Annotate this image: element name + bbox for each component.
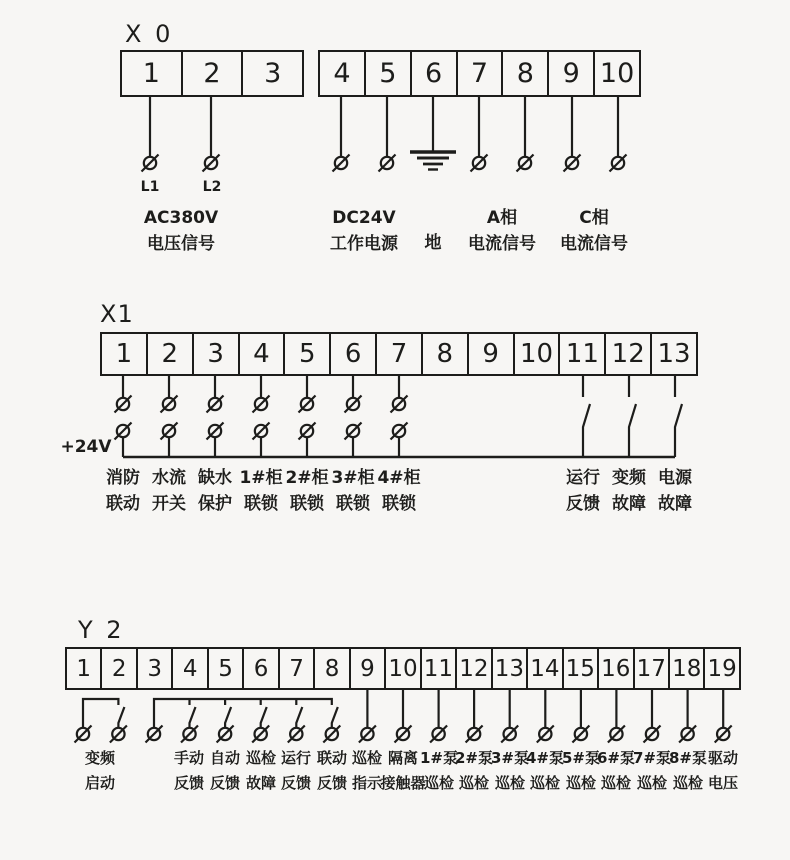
block-label-x1: X1 <box>100 300 134 328</box>
terminal-cell: 5 <box>285 334 331 374</box>
screw-icon <box>252 726 269 743</box>
terminal-cell: 10 <box>386 649 421 688</box>
caption-line: 运行 <box>280 749 312 767</box>
terminal-cell: 7 <box>458 52 504 95</box>
screw-icon <box>501 726 518 743</box>
terminal-cell: 11 <box>560 334 606 374</box>
caption-line: 8#泵 <box>668 749 708 767</box>
y2-wires <box>367 690 723 728</box>
switch-contact-icon <box>332 707 338 728</box>
caption-line: 电压 <box>707 774 739 792</box>
caption-line: 反馈 <box>280 774 312 792</box>
screw-icon <box>217 726 234 743</box>
caption-ac380v <box>144 206 218 257</box>
screw-icon <box>517 155 534 172</box>
screw-icon <box>391 423 408 440</box>
caption-line: 手动 <box>173 749 205 767</box>
switch-contact-icon <box>583 404 590 457</box>
switch-contact-icon <box>118 707 124 728</box>
y2-terminal-group <box>65 647 741 690</box>
caption-line: 巡检 <box>423 774 455 792</box>
screw-icon <box>253 423 270 440</box>
terminal-caption <box>612 466 646 517</box>
screw-icon <box>115 396 132 413</box>
screw-icon <box>345 396 362 413</box>
caption-line: 巡检 <box>565 774 597 792</box>
screw-icon <box>75 726 92 743</box>
terminal-cell: 2 <box>148 334 194 374</box>
x0-wires <box>150 97 618 156</box>
screw-icon <box>430 726 447 743</box>
screw-icon <box>299 423 316 440</box>
screw-icon <box>146 726 163 743</box>
terminal-cell: 2 <box>183 52 244 95</box>
terminal-caption <box>380 746 425 796</box>
terminal-caption <box>455 746 493 796</box>
screw-icon <box>203 155 220 172</box>
screw-icon <box>288 726 305 743</box>
terminal-caption <box>210 746 240 796</box>
terminal-cell: 3 <box>264 58 282 89</box>
wire-tag-l2: L2 <box>202 179 222 195</box>
caption-line: 1#泵 <box>419 749 459 767</box>
switch-contact-icon <box>296 707 302 728</box>
terminal-cell: 4 <box>240 334 286 374</box>
caption-line: 运行 <box>566 468 600 488</box>
screw-icon <box>181 726 198 743</box>
terminal-cell: 13 <box>493 649 528 688</box>
caption-line: 巡检 <box>600 774 632 792</box>
terminal-cell: 17 <box>635 649 670 688</box>
screw-icon <box>207 396 224 413</box>
screw-icon <box>359 726 376 743</box>
terminal-caption <box>708 746 738 796</box>
x1-terminal-group <box>100 332 698 376</box>
x1-stubs <box>583 376 675 397</box>
terminal-caption <box>526 746 564 796</box>
caption-line: 1#柜 <box>239 468 283 488</box>
terminal-cell: 4 <box>173 649 208 688</box>
terminal-caption <box>420 746 458 796</box>
screw-icon <box>161 423 178 440</box>
screw-icon <box>333 155 350 172</box>
caption-line: 巡检 <box>672 774 704 792</box>
terminal-caption <box>597 746 635 796</box>
caption-line: 联动 <box>106 493 140 514</box>
screw-icon <box>323 726 340 743</box>
caption-line: 启动 <box>84 774 116 792</box>
terminal-cell: 12 <box>606 334 652 374</box>
terminal-cell: 1 <box>67 649 102 688</box>
caption-line: 变频 <box>612 468 646 488</box>
terminal-cell: 3 <box>194 334 240 374</box>
caption-line: 反馈 <box>316 774 348 792</box>
caption-line: 反馈 <box>566 493 600 514</box>
caption-line: 巡检 <box>494 774 526 792</box>
caption-line: 6#泵 <box>596 749 636 767</box>
terminal-caption <box>85 746 115 796</box>
caption-line: 消防 <box>106 468 140 488</box>
caption-line: AC380V <box>143 208 219 228</box>
caption-line: C相 <box>579 208 609 228</box>
caption-line: 水流 <box>152 468 186 488</box>
y2-bus <box>154 699 332 728</box>
screw-icon <box>115 423 132 440</box>
caption-line: 缺水 <box>198 468 232 488</box>
caption-line: 反馈 <box>209 774 241 792</box>
screw-icon <box>572 726 589 743</box>
x0-terminal-group-2 <box>318 50 641 97</box>
screw-icon <box>379 155 396 172</box>
switch-contact-icon <box>190 707 196 728</box>
caption-line: 驱动 <box>707 749 739 767</box>
caption-line: 7#泵 <box>632 749 672 767</box>
terminal-caption <box>491 746 529 796</box>
caption-line: 接触器 <box>380 774 426 792</box>
caption-line: 隔离 <box>387 749 419 767</box>
terminal-caption <box>317 746 347 796</box>
terminal-caption <box>566 466 600 517</box>
terminal-cell: 1 <box>102 334 148 374</box>
terminal-caption <box>106 466 140 517</box>
caption-line: 巡检 <box>636 774 668 792</box>
caption-line: 保护 <box>198 493 232 514</box>
screw-icon <box>395 726 412 743</box>
caption-line: 巡检 <box>458 774 490 792</box>
caption-line: 开关 <box>152 493 186 514</box>
caption-line: 4#泵 <box>525 749 565 767</box>
screw-icon <box>471 155 488 172</box>
caption-line: 5#泵 <box>561 749 601 767</box>
terminal-cell: 12 <box>457 649 492 688</box>
caption-line: 反馈 <box>173 774 205 792</box>
screw-icon <box>207 423 224 440</box>
caption-line: 故障 <box>245 774 277 792</box>
terminal-caption <box>281 746 311 796</box>
caption-c-phase <box>560 206 628 257</box>
terminal-cell: 6 <box>244 649 279 688</box>
caption-ground: 地 <box>424 233 442 253</box>
terminal-caption <box>633 746 671 796</box>
caption-line: 2#泵 <box>454 749 494 767</box>
screw-icon <box>299 396 316 413</box>
y2-contact-bracket <box>83 699 118 728</box>
terminal-caption <box>239 466 282 517</box>
caption-line: 电流信号 <box>560 233 628 254</box>
terminal-caption <box>285 466 328 517</box>
screw-icon <box>679 726 696 743</box>
switch-contact-icon <box>629 404 636 457</box>
caption-line: 变频 <box>84 749 116 767</box>
caption-line: 巡检 <box>245 749 277 767</box>
screw-icon <box>608 726 625 743</box>
screw-icon <box>466 726 483 743</box>
caption-line: 联动 <box>316 749 348 767</box>
caption-line: 3#柜 <box>331 468 375 488</box>
screw-icon <box>644 726 661 743</box>
caption-line: 联锁 <box>335 493 370 514</box>
caption-line: 2#柜 <box>285 468 329 488</box>
caption-line: 联锁 <box>243 493 278 514</box>
switch-contact-icon <box>675 404 682 457</box>
terminal-cell: 10 <box>599 58 635 89</box>
terminal-caption <box>174 746 204 796</box>
screw-icon <box>161 396 178 413</box>
terminal-cell: 15 <box>564 649 599 688</box>
screw-icon <box>110 726 127 743</box>
terminal-cell: 13 <box>657 339 691 369</box>
caption-line: 3#泵 <box>490 749 530 767</box>
caption-line: 巡检 <box>529 774 561 792</box>
terminal-caption <box>352 746 382 796</box>
caption-line: DC24V <box>332 208 396 228</box>
caption-line: 4#柜 <box>377 468 421 488</box>
ground-icon <box>410 97 456 170</box>
screw-icon <box>537 726 554 743</box>
terminal-caption <box>152 466 186 517</box>
screw-icon <box>564 155 581 172</box>
x1-wires <box>123 376 399 457</box>
screw-icon <box>253 396 270 413</box>
x0-terminal-group-1 <box>120 50 304 97</box>
terminal-caption <box>658 466 692 517</box>
terminal-cell: 9 <box>351 649 386 688</box>
terminal-caption <box>377 466 420 517</box>
terminal-cell: 11 <box>422 649 457 688</box>
terminal-cell: 8 <box>503 52 549 95</box>
terminal-cell: 1 <box>122 52 183 95</box>
caption-line: A相 <box>486 208 518 228</box>
caption-line: 故障 <box>658 493 692 514</box>
screw-icon <box>142 155 159 172</box>
terminal-cell: 9 <box>469 334 515 374</box>
caption-line: 电压信号 <box>147 233 215 254</box>
caption-line: 联锁 <box>381 493 416 514</box>
caption-line: 故障 <box>612 493 646 514</box>
terminal-cell: 6 <box>331 334 377 374</box>
terminal-cell: 3 <box>138 649 173 688</box>
caption-line: 电源 <box>658 468 692 488</box>
screw-icon <box>345 423 362 440</box>
screw-icon <box>391 396 408 413</box>
terminal-cell: 14 <box>528 649 563 688</box>
terminal-cell: 5 <box>366 52 412 95</box>
switch-contact-icon <box>225 707 231 728</box>
terminal-cell: 4 <box>320 52 366 95</box>
switch-contact-icon <box>261 707 267 728</box>
terminal-cell: 18 <box>670 649 705 688</box>
caption-a-phase <box>468 206 536 257</box>
terminal-cell: 19 <box>707 655 737 682</box>
terminal-caption <box>669 746 707 796</box>
wire-tag-l1: L1 <box>140 179 160 195</box>
caption-line: 指示 <box>351 774 383 792</box>
block-label-x0: X 0 <box>125 20 174 48</box>
caption-line: 工作电源 <box>330 233 398 254</box>
terminal-cell: 6 <box>412 52 458 95</box>
block-label-y2: Y 2 <box>78 616 125 644</box>
caption-dc24v <box>330 206 398 257</box>
terminal-cell: 2 <box>102 649 137 688</box>
terminal-cell: 8 <box>315 649 350 688</box>
terminal-cell: 16 <box>599 649 634 688</box>
terminal-caption <box>198 466 232 517</box>
terminal-cell: 8 <box>423 334 469 374</box>
terminal-cell: 10 <box>515 334 561 374</box>
screw-icon <box>610 155 627 172</box>
caption-line: 巡检 <box>351 749 383 767</box>
terminal-cell: 7 <box>377 334 423 374</box>
terminal-caption <box>331 466 374 517</box>
caption-line: 自动 <box>209 749 241 767</box>
terminal-cell: 7 <box>280 649 315 688</box>
caption-line: 电流信号 <box>468 233 536 254</box>
bus-label-24v: +24V <box>60 437 112 457</box>
terminal-caption <box>246 746 276 796</box>
terminal-caption <box>562 746 600 796</box>
screw-icon <box>715 726 732 743</box>
terminal-cell: 5 <box>209 649 244 688</box>
terminal-cell: 9 <box>549 52 595 95</box>
caption-line: 联锁 <box>289 493 324 514</box>
